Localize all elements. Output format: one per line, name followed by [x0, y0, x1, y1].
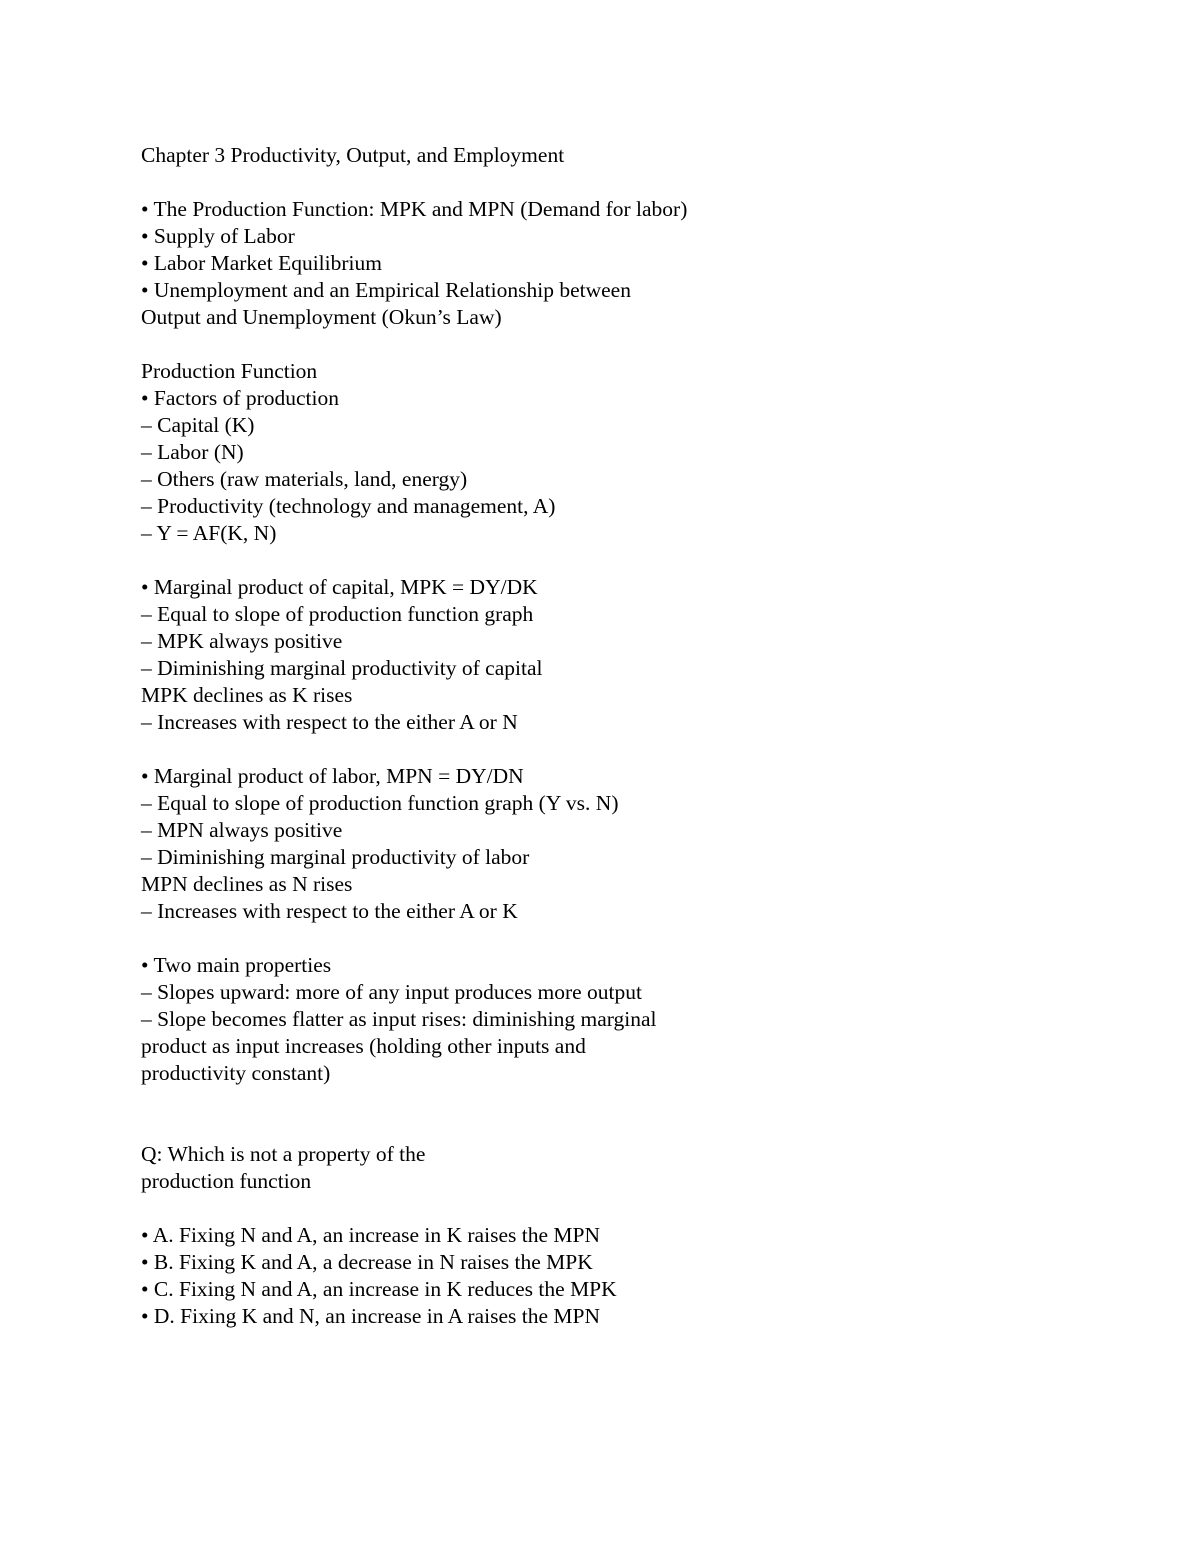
spacer: [141, 547, 1101, 574]
mpn-increases: – Increases with respect to the either A or K: [141, 899, 518, 923]
answer-option-c: • C. Fixing N and A, an increase in K reduces the MPK: [141, 1277, 617, 1301]
overview-item: • Supply of Labor: [141, 224, 295, 248]
answer-option-a: • A. Fixing N and A, an increase in K raises the MPN: [141, 1223, 600, 1247]
question-text: Q: Which is not a property of the: [141, 1142, 426, 1166]
properties-line: productivity constant): [141, 1061, 331, 1085]
production-formula: – Y = AF(K, N): [141, 521, 277, 545]
mpk-declines: MPK declines as K rises: [141, 683, 353, 707]
factor-capital: – Capital (K): [141, 413, 255, 437]
spacer: [141, 736, 1101, 763]
overview-item: • Labor Market Equilibrium: [141, 251, 382, 275]
mpk-diminishing: – Diminishing marginal productivity of capital: [141, 656, 543, 680]
mpk-bullet: • Marginal product of capital, MPK = DY/DK: [141, 575, 538, 599]
mpk-slope: – Equal to slope of production function graph: [141, 602, 534, 626]
mpn-positive: – MPN always positive: [141, 818, 343, 842]
spacer: [141, 169, 1101, 196]
overview-item: • Unemployment and an Empirical Relationship between: [141, 278, 631, 302]
spacer: [141, 1087, 1101, 1141]
factor-labor: – Labor (N): [141, 440, 244, 464]
mpk-positive: – MPK always positive: [141, 629, 343, 653]
chapter-title: Chapter 3 Productivity, Output, and Employment: [141, 143, 565, 167]
spacer: [141, 1195, 1101, 1222]
document-body: [141, 142, 1101, 1330]
overview-item: • The Production Function: MPK and MPN (Demand for labor): [141, 197, 688, 221]
mpn-bullet: • Marginal product of labor, MPN = DY/DN: [141, 764, 524, 788]
properties-line: product as input increases (holding other inputs and: [141, 1034, 586, 1058]
factor-others: – Others (raw materials, land, energy): [141, 467, 468, 491]
properties-line: • Two main properties: [141, 953, 332, 977]
mpn-diminishing: – Diminishing marginal productivity of labor: [141, 845, 530, 869]
overview-item: Output and Unemployment (Okun’s Law): [141, 305, 502, 329]
section-heading-production-function: Production Function: [141, 359, 318, 383]
mpn-declines: MPN declines as N rises: [141, 872, 353, 896]
factors-bullet: • Factors of production: [141, 386, 340, 410]
mpk-increases: – Increases with respect to the either A or N: [141, 710, 518, 734]
spacer: [141, 331, 1101, 358]
spacer: [141, 925, 1101, 952]
factor-productivity: – Productivity (technology and management, A): [141, 494, 556, 518]
answer-option-d: • D. Fixing K and N, an increase in A raises the MPN: [141, 1304, 600, 1328]
mpn-slope: – Equal to slope of production function graph (Y vs. N): [141, 791, 619, 815]
properties-line: – Slopes upward: more of any input produces more output: [141, 980, 642, 1004]
question-text: production function: [141, 1169, 312, 1193]
answer-option-b: • B. Fixing K and A, a decrease in N raises the MPK: [141, 1250, 593, 1274]
properties-line: – Slope becomes flatter as input rises: diminishing marginal: [141, 1007, 657, 1031]
